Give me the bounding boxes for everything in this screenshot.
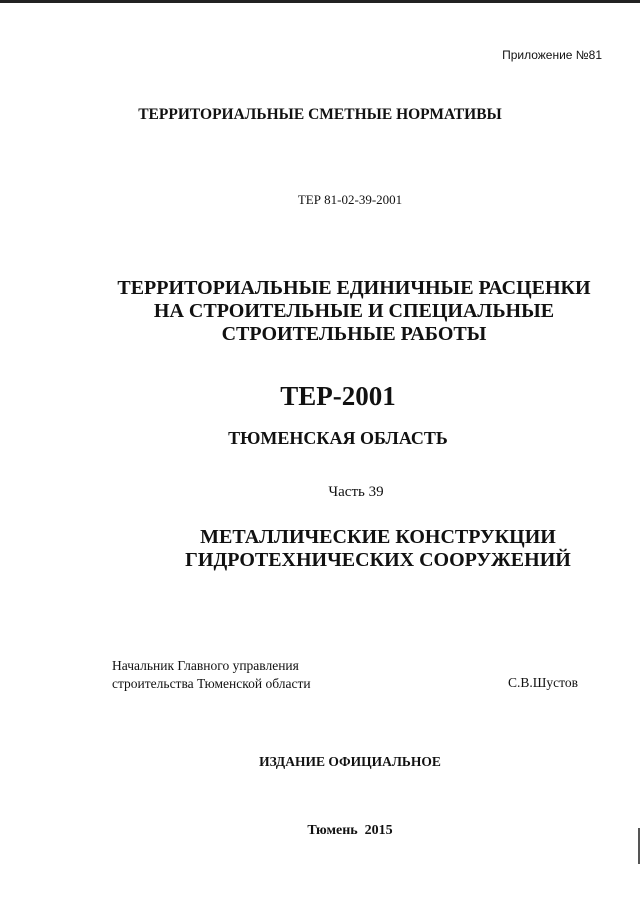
title-line: НА СТРОИТЕЛЬНЫЕ И СПЕЦИАЛЬНЫЕ (153, 300, 555, 322)
appendix-label: Приложение №81 (502, 48, 602, 62)
title-line: СТРОИТЕЛЬНЫЕ РАБОТЫ (221, 323, 487, 345)
part-number: Часть 39 (328, 484, 384, 500)
document-title (34, 277, 640, 346)
title-line: ТЕРРИТОРИАЛЬНЫЕ ЕДИНИЧНЫЕ РАСЦЕНКИ (117, 277, 591, 299)
place-year: Тюмень 2015 (307, 823, 393, 838)
signatory-position (112, 657, 311, 693)
position-line: Начальник Главного управления (112, 658, 299, 673)
short-title: ТЕР-2001 (280, 381, 396, 411)
document-header: ТЕРРИТОРИАЛЬНЫЕ СМЕТНЫЕ НОРМАТИВЫ (138, 106, 502, 123)
position-line: строительства Тюменской области (112, 676, 311, 691)
region: ТЮМЕНСКАЯ ОБЛАСТЬ (228, 428, 448, 448)
part-title-line: МЕТАЛЛИЧЕСКИЕ КОНСТРУКЦИИ (200, 526, 556, 548)
scan-border (0, 0, 640, 3)
signatory-name: С.В.Шустов (508, 675, 578, 690)
document-code: ТЕР 81-02-39-2001 (297, 192, 403, 207)
part-title (58, 526, 640, 572)
edition-label: ИЗДАНИЕ ОФИЦИАЛЬНОЕ (259, 754, 441, 769)
part-title-line: ГИДРОТЕХНИЧЕСКИХ СООРУЖЕНИЙ (185, 549, 571, 571)
